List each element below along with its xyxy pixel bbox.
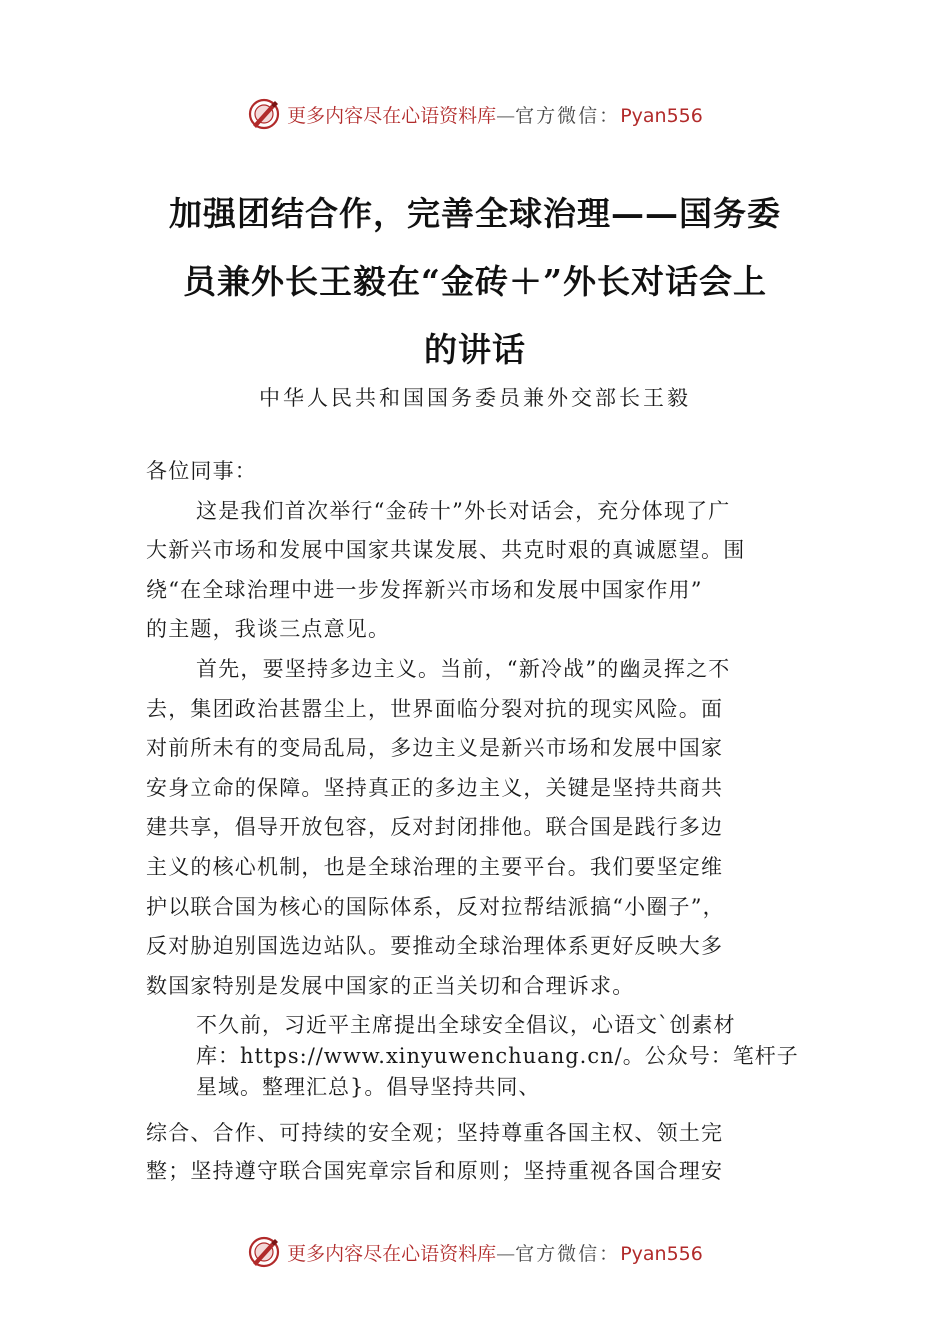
- banner-wechat-label: 官方微信：: [515, 1242, 621, 1265]
- document-body: [146, 452, 836, 1006]
- paragraph-line: 综合、合作、可持续的安全观；坚持尊重各国主权、领土完: [146, 1121, 724, 1145]
- banner-separator: —: [496, 104, 516, 127]
- document-title: [140, 180, 810, 384]
- banner-text: [287, 101, 703, 128]
- paragraph-line: 去，集团政治甚嚣尘上，世界面临分裂对抗的现实风险。面: [146, 696, 724, 721]
- title-line: 加强团结合作，完善全球治理——国务委: [169, 194, 781, 233]
- title-line: 的讲话: [424, 330, 526, 369]
- title-line: 员兼外长王毅在“金砖＋”外长对话会上: [183, 262, 767, 301]
- top-banner: [0, 90, 950, 138]
- paragraph-line: 的主题，我谈三点意见。: [146, 617, 391, 642]
- paragraph-line: 大新兴市场和发展中国家共谋发展、共克时艰的真诚愿望。围: [146, 538, 746, 563]
- paragraph-line: 绕“在全球治理中进一步发挥新兴市场和发展中国家作用”: [146, 577, 703, 602]
- pen-seal-logo-icon: [247, 1235, 281, 1269]
- bottom-banner: [0, 1228, 950, 1276]
- banner-library-text: 更多内容尽在心语资料库: [287, 1242, 497, 1265]
- paragraph-line: 安身立命的保障。坚持真正的多边主义，关键是坚持共商共: [146, 775, 724, 800]
- paragraph-line: 主义的核心机制，也是全球治理的主要平台。我们要坚定维: [146, 854, 724, 879]
- document-author: 中华人民共和国国务委员兼外交部长王毅: [259, 386, 691, 410]
- salutation: 各位同事：: [146, 459, 257, 483]
- banner-separator: —: [496, 1242, 516, 1265]
- paragraph-line: 首先，要坚持多边主义。当前，“新冷战”的幽灵挥之不: [196, 656, 731, 681]
- source-note-line: 不久前，习近平主席提出全球安全倡议，心语文`创素材: [196, 1013, 736, 1037]
- paragraph-line: 整；坚持遵守联合国宪章宗旨和原则；坚持重视各国合理安: [146, 1159, 724, 1183]
- paragraph-line: 护以联合国为核心的国际体系，反对拉帮结派搞“小圈子”，: [146, 894, 725, 919]
- banner-wechat-label: 官方微信：: [515, 104, 621, 127]
- pen-seal-logo-icon: [247, 97, 281, 131]
- paragraph-line: 对前所未有的变局乱局，多边主义是新兴市场和发展中国家: [146, 736, 724, 761]
- paragraph-line: 反对胁迫别国选边站队。要推动全球治理体系更好反映大多: [146, 934, 724, 959]
- paragraph-line: 建共享，倡导开放包容，反对封闭排他。联合国是践行多边: [146, 815, 724, 840]
- banner-text: [287, 1239, 703, 1266]
- banner-library-text: 更多内容尽在心语资料库: [287, 104, 497, 127]
- paragraph-line: 这是我们首次举行“金砖十”外长对话会，充分体现了广: [196, 498, 731, 523]
- banner-account: Pyan556: [620, 104, 703, 127]
- paragraph-line: 数国家特别是发展中国家的正当关切和合理诉求。: [146, 973, 635, 998]
- document-body-continued: [146, 1114, 836, 1190]
- source-note-block: [196, 1010, 846, 1103]
- source-note-line: 星域。整理汇总}。倡导坚持共同、: [196, 1075, 541, 1099]
- source-note-line: 库：https://www.xinyuwenchuang.cn/。公众号：笔杆子: [196, 1044, 799, 1068]
- banner-account: Pyan556: [620, 1242, 703, 1265]
